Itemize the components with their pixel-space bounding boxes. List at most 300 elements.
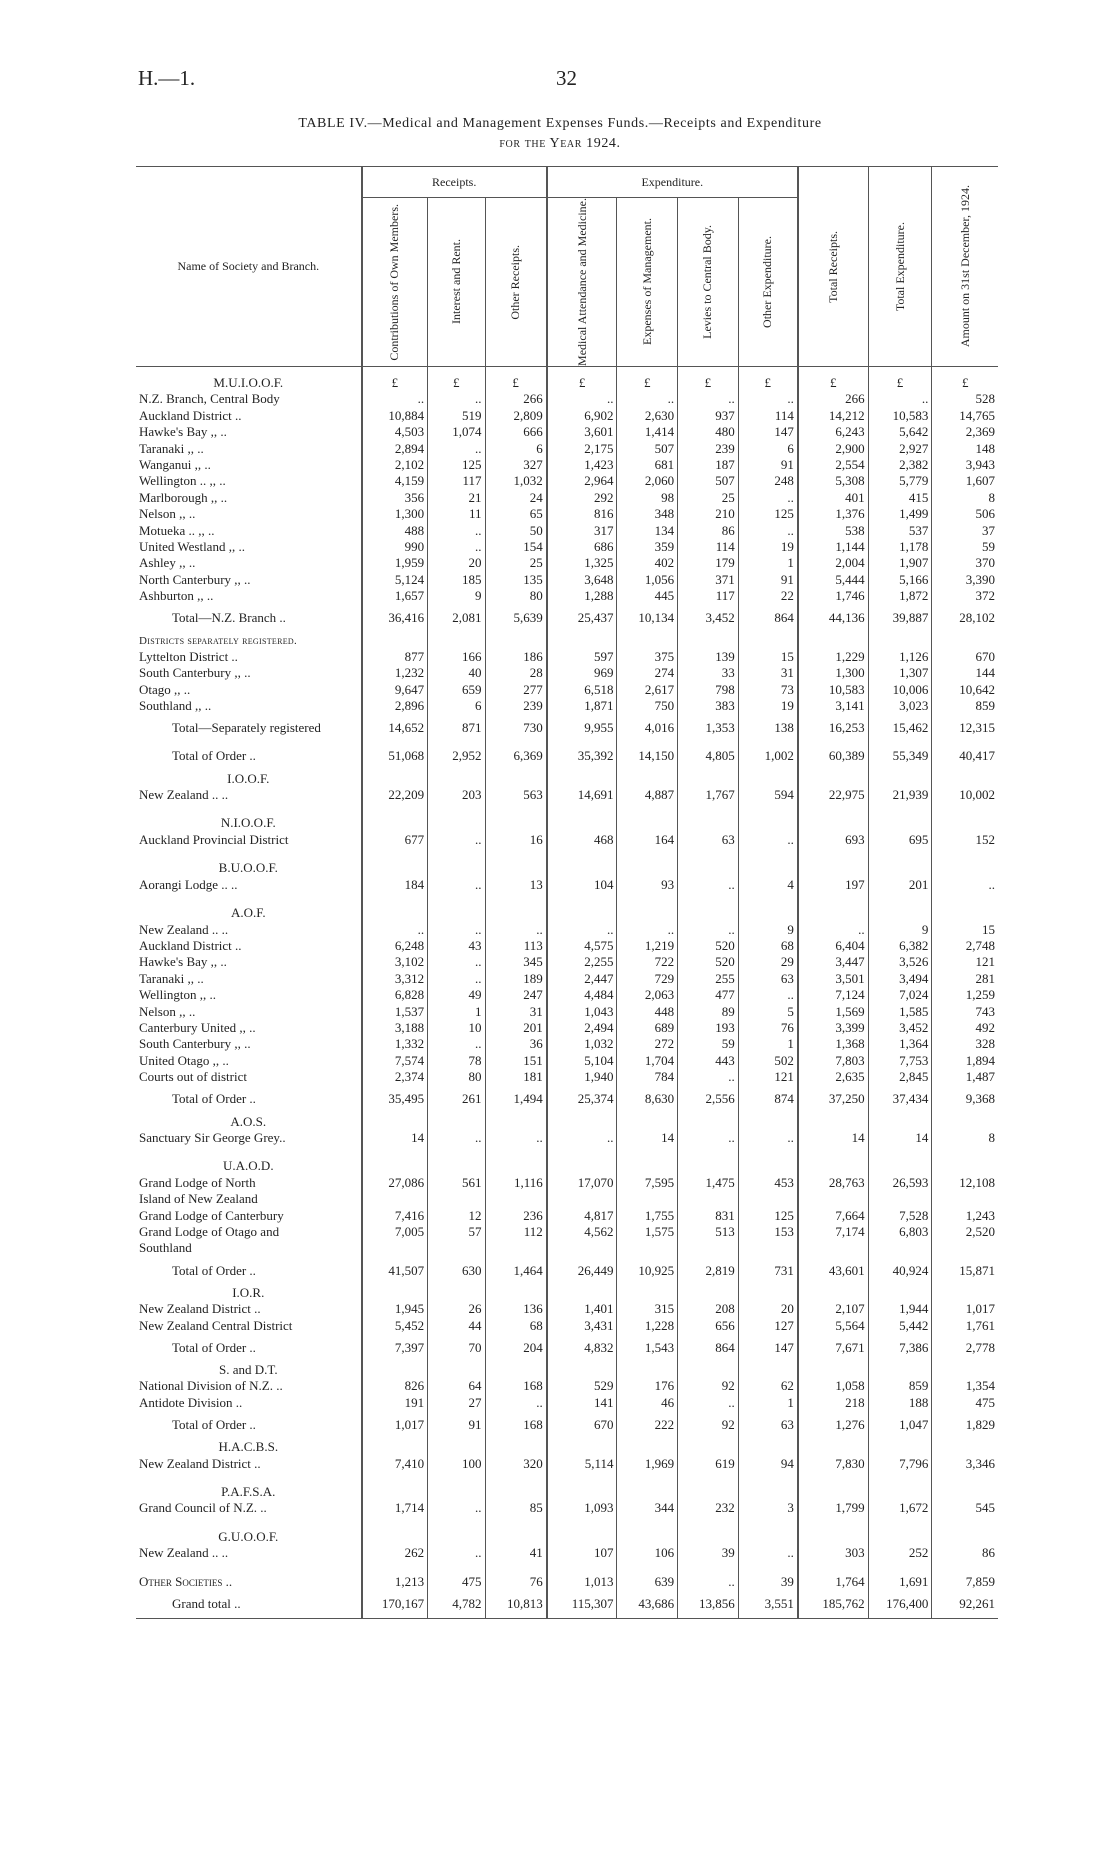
cell-value: 10 bbox=[428, 1020, 485, 1036]
row-label: N.Z. Branch, Central Body bbox=[139, 391, 280, 407]
table-row bbox=[136, 1545, 998, 1561]
cell-value: 4,817 bbox=[547, 1208, 617, 1224]
cell-value: 743 bbox=[932, 1004, 998, 1020]
section-heading-row bbox=[136, 1285, 998, 1301]
table-row bbox=[136, 987, 998, 1003]
cell-value: 7,124 bbox=[798, 987, 868, 1003]
cell-value: 1,032 bbox=[485, 473, 547, 489]
cell-value: 27 bbox=[428, 1395, 485, 1411]
cell-value: 468 bbox=[547, 832, 617, 848]
cell-value: 1,325 bbox=[547, 555, 617, 571]
cell-value: 2,175 bbox=[547, 441, 617, 457]
cell-value: 1,414 bbox=[617, 424, 678, 440]
section-heading-row bbox=[136, 1158, 998, 1174]
col-medical-header: Medical Attendance and Medicine. bbox=[547, 198, 617, 367]
cell-value: .. bbox=[428, 877, 485, 893]
cell-value: 10,134 bbox=[617, 605, 678, 633]
cell-value: 677 bbox=[362, 832, 428, 848]
cell-value: .. bbox=[428, 539, 485, 555]
cell-value: .. bbox=[932, 877, 998, 893]
cell-value: .. bbox=[428, 391, 485, 407]
cell-value: 1,423 bbox=[547, 457, 617, 473]
cell-value bbox=[798, 771, 868, 787]
cell-value: 3,431 bbox=[547, 1318, 617, 1334]
cell-value bbox=[547, 905, 617, 921]
cell-value bbox=[678, 1114, 739, 1130]
cell-value bbox=[868, 1158, 932, 1174]
cell-value: .. bbox=[678, 1069, 739, 1085]
cell-value bbox=[798, 1285, 868, 1301]
col-contributions-header: Contributions of Own Members. bbox=[362, 198, 428, 367]
cell-value: .. bbox=[362, 391, 428, 407]
cell-value: 401 bbox=[798, 490, 868, 506]
cell-value bbox=[428, 771, 485, 787]
cell-value bbox=[678, 1285, 739, 1301]
cell-value: 28,102 bbox=[932, 605, 998, 633]
cell-value bbox=[428, 1529, 485, 1545]
cell-value: 135 bbox=[485, 572, 547, 588]
cell-value bbox=[485, 815, 547, 831]
cell-value: 7,859 bbox=[932, 1574, 998, 1590]
cell-value: 317 bbox=[547, 523, 617, 539]
title-line-2: for the Year 1924. bbox=[499, 136, 621, 151]
cell-value: 1,232 bbox=[362, 665, 428, 681]
cell-value: £ bbox=[547, 366, 617, 391]
cell-value bbox=[678, 633, 739, 649]
cell-value: 2,819 bbox=[678, 1257, 739, 1285]
cell-value: 6 bbox=[738, 441, 798, 457]
cell-value: 12 bbox=[428, 1208, 485, 1224]
cell-value: .. bbox=[428, 441, 485, 457]
cell-value bbox=[932, 1439, 998, 1455]
cell-value: 2,081 bbox=[428, 605, 485, 633]
cell-value bbox=[798, 1529, 868, 1545]
cell-value: 76 bbox=[485, 1574, 547, 1590]
cell-value bbox=[738, 771, 798, 787]
cell-value bbox=[485, 771, 547, 787]
cell-value: 166 bbox=[428, 649, 485, 665]
cell-value: 1,657 bbox=[362, 588, 428, 604]
spacer-row bbox=[136, 1146, 998, 1158]
cell-value bbox=[738, 1191, 798, 1207]
cell-value: 2,617 bbox=[617, 682, 678, 698]
cell-value: 5,639 bbox=[485, 605, 547, 633]
cell-value bbox=[428, 1285, 485, 1301]
cell-value: 4,016 bbox=[617, 715, 678, 743]
table-body bbox=[136, 366, 998, 1618]
cell-value bbox=[678, 1439, 739, 1455]
cell-value: 506 bbox=[932, 506, 998, 522]
cell-value: 36,416 bbox=[362, 605, 428, 633]
cell-value: 2,964 bbox=[547, 473, 617, 489]
table-row bbox=[136, 1191, 998, 1207]
cell-value bbox=[738, 1240, 798, 1256]
cell-value: £ bbox=[678, 366, 739, 391]
cell-value: 2,900 bbox=[798, 441, 868, 457]
cell-value: 5,442 bbox=[868, 1318, 932, 1334]
cell-value: 670 bbox=[547, 1411, 617, 1439]
cell-value: 480 bbox=[678, 424, 739, 440]
cell-value: 43,686 bbox=[617, 1590, 678, 1619]
row-label: H.A.C.B.S. bbox=[218, 1439, 279, 1455]
row-label: I.O.O.F. bbox=[227, 770, 270, 786]
cell-value: 176 bbox=[617, 1378, 678, 1394]
cell-value: 689 bbox=[617, 1020, 678, 1036]
cell-value: 22,209 bbox=[362, 787, 428, 803]
cell-value bbox=[362, 1191, 428, 1207]
cell-value: 139 bbox=[678, 649, 739, 665]
cell-value: 871 bbox=[428, 715, 485, 743]
cell-value: 3,312 bbox=[362, 971, 428, 987]
cell-value: 247 bbox=[485, 987, 547, 1003]
cell-value: 91 bbox=[738, 572, 798, 588]
cell-value bbox=[617, 1529, 678, 1545]
cell-value: .. bbox=[428, 971, 485, 987]
cell-value: 520 bbox=[678, 954, 739, 970]
cell-value: 7,397 bbox=[362, 1334, 428, 1362]
cell-value: 1,032 bbox=[547, 1036, 617, 1052]
cell-value: .. bbox=[798, 922, 868, 938]
cell-value: 63 bbox=[738, 971, 798, 987]
cell-value: 93 bbox=[617, 877, 678, 893]
row-label: Taranaki ,, .. bbox=[139, 440, 204, 456]
cell-value: 7,574 bbox=[362, 1053, 428, 1069]
cell-value bbox=[617, 860, 678, 876]
cell-value bbox=[932, 1362, 998, 1378]
cell-value bbox=[932, 815, 998, 831]
row-label: S. and D.T. bbox=[218, 1362, 278, 1378]
cell-value: 415 bbox=[868, 490, 932, 506]
cell-value: 261 bbox=[428, 1086, 485, 1114]
cell-value: .. bbox=[547, 1130, 617, 1146]
cell-value bbox=[428, 1114, 485, 1130]
cell-value: 1,755 bbox=[617, 1208, 678, 1224]
cell-value: 3,494 bbox=[868, 971, 932, 987]
cell-value: 134 bbox=[617, 523, 678, 539]
cell-value: 5 bbox=[738, 1004, 798, 1020]
cell-value: 44,136 bbox=[798, 605, 868, 633]
cell-value: 537 bbox=[868, 523, 932, 539]
cell-value: 1,746 bbox=[798, 588, 868, 604]
cell-value: 1,475 bbox=[678, 1175, 739, 1191]
cell-value: 181 bbox=[485, 1069, 547, 1085]
cell-value: 26,449 bbox=[547, 1257, 617, 1285]
cell-value: 14,765 bbox=[932, 408, 998, 424]
cell-value: 191 bbox=[362, 1395, 428, 1411]
cell-value bbox=[547, 1362, 617, 1378]
cell-value: 6 bbox=[428, 698, 485, 714]
row-label: North Canterbury ,, .. bbox=[139, 571, 251, 587]
cell-value: 12,315 bbox=[932, 715, 998, 743]
row-label: Ashburton ,, .. bbox=[139, 588, 214, 604]
cell-value: 666 bbox=[485, 424, 547, 440]
cell-value: 154 bbox=[485, 539, 547, 555]
cell-value: 125 bbox=[738, 1208, 798, 1224]
cell-value: 5,642 bbox=[868, 424, 932, 440]
spacer-row bbox=[136, 893, 998, 905]
row-label: United Otago ,, .. bbox=[139, 1052, 229, 1068]
section-heading-row bbox=[136, 815, 998, 831]
cell-value: 13,856 bbox=[678, 1590, 739, 1619]
cell-value: 39,887 bbox=[868, 605, 932, 633]
cell-value bbox=[428, 1158, 485, 1174]
cell-value: 864 bbox=[738, 605, 798, 633]
cell-value: 1,332 bbox=[362, 1036, 428, 1052]
cell-value: 21 bbox=[428, 490, 485, 506]
cell-value: 179 bbox=[678, 555, 739, 571]
cell-value: 9 bbox=[428, 588, 485, 604]
cell-value bbox=[547, 1285, 617, 1301]
cell-value: 86 bbox=[932, 1545, 998, 1561]
table-row bbox=[136, 1004, 998, 1020]
row-label: Canterbury United ,, .. bbox=[139, 1019, 256, 1035]
row-label: Other Societies .. bbox=[139, 1573, 233, 1589]
table-row bbox=[136, 954, 998, 970]
spacer-row bbox=[136, 1562, 998, 1574]
cell-value: 5,124 bbox=[362, 572, 428, 588]
cell-value: 1,354 bbox=[932, 1378, 998, 1394]
cell-value: 328 bbox=[932, 1036, 998, 1052]
cell-value: .. bbox=[738, 987, 798, 1003]
row-label: Southland bbox=[139, 1240, 192, 1256]
cell-value: 445 bbox=[617, 588, 678, 604]
cell-value: 76 bbox=[738, 1020, 798, 1036]
cell-value: 453 bbox=[738, 1175, 798, 1191]
cell-value: 1,585 bbox=[868, 1004, 932, 1020]
cell-value: 29 bbox=[738, 954, 798, 970]
cell-value: .. bbox=[617, 922, 678, 938]
table-row bbox=[136, 1020, 998, 1036]
cell-value bbox=[362, 1484, 428, 1500]
cell-value: 6 bbox=[485, 441, 547, 457]
cell-value: £ bbox=[798, 366, 868, 391]
cell-value: 31 bbox=[738, 665, 798, 681]
cell-value: 187 bbox=[678, 457, 739, 473]
cell-value: 14 bbox=[362, 1130, 428, 1146]
cell-value: 292 bbox=[547, 490, 617, 506]
cell-value: 1,056 bbox=[617, 572, 678, 588]
cell-value: 7,024 bbox=[868, 987, 932, 1003]
row-label: Districts separately registered. bbox=[139, 634, 298, 647]
cell-value: 1,307 bbox=[868, 665, 932, 681]
table-row bbox=[136, 555, 998, 571]
cell-value: 1,494 bbox=[485, 1086, 547, 1114]
cell-value: 239 bbox=[678, 441, 739, 457]
cell-value: 92 bbox=[678, 1378, 739, 1394]
cell-value: £ bbox=[617, 366, 678, 391]
cell-value: 1,074 bbox=[428, 424, 485, 440]
row-label: Wellington ,, .. bbox=[139, 987, 216, 1003]
cell-value: 519 bbox=[428, 408, 485, 424]
cell-value: 91 bbox=[738, 457, 798, 473]
row-label: Otago ,, .. bbox=[139, 681, 191, 697]
cell-value: 1,767 bbox=[678, 787, 739, 803]
cell-value: 5,564 bbox=[798, 1318, 868, 1334]
cell-value: 73 bbox=[738, 682, 798, 698]
cell-value: 104 bbox=[547, 877, 617, 893]
cell-value bbox=[868, 1285, 932, 1301]
cell-value bbox=[798, 860, 868, 876]
cell-value: 594 bbox=[738, 787, 798, 803]
cell-value: 59 bbox=[932, 539, 998, 555]
cell-value: 10,813 bbox=[485, 1590, 547, 1619]
cell-value: 1,093 bbox=[547, 1500, 617, 1516]
col-name-header: Name of Society and Branch. bbox=[136, 167, 362, 367]
cell-value: 1 bbox=[738, 555, 798, 571]
cell-value bbox=[362, 860, 428, 876]
cell-value: 1,243 bbox=[932, 1208, 998, 1224]
cell-value: 356 bbox=[362, 490, 428, 506]
cell-value: .. bbox=[428, 832, 485, 848]
cell-value bbox=[738, 1114, 798, 1130]
cell-value: 151 bbox=[485, 1053, 547, 1069]
cell-value bbox=[868, 1114, 932, 1130]
table-row bbox=[136, 588, 998, 604]
total-row bbox=[136, 1257, 998, 1285]
cell-value: 831 bbox=[678, 1208, 739, 1224]
cell-value: 729 bbox=[617, 971, 678, 987]
cell-value: 348 bbox=[617, 506, 678, 522]
cell-value bbox=[617, 1191, 678, 1207]
cell-value bbox=[362, 1439, 428, 1455]
cell-value: 14,212 bbox=[798, 408, 868, 424]
cell-value: 6,243 bbox=[798, 424, 868, 440]
table-row bbox=[136, 682, 998, 698]
cell-value: 686 bbox=[547, 539, 617, 555]
cell-value: 1,894 bbox=[932, 1053, 998, 1069]
cell-value: 94 bbox=[738, 1456, 798, 1472]
cell-value: 2,748 bbox=[932, 938, 998, 954]
cell-value bbox=[362, 1158, 428, 1174]
cell-value: 370 bbox=[932, 555, 998, 571]
cell-value bbox=[868, 1529, 932, 1545]
cell-value: 877 bbox=[362, 649, 428, 665]
cell-value: 1,871 bbox=[547, 698, 617, 714]
row-label: Hawke's Bay ,, .. bbox=[139, 424, 227, 440]
cell-value: 1,487 bbox=[932, 1069, 998, 1085]
table-row bbox=[136, 1574, 998, 1590]
cell-value: 281 bbox=[932, 971, 998, 987]
table-row bbox=[136, 832, 998, 848]
cell-value: £ bbox=[868, 366, 932, 391]
cell-value: 3,943 bbox=[932, 457, 998, 473]
cell-value: 681 bbox=[617, 457, 678, 473]
row-label: Hawke's Bay ,, .. bbox=[139, 954, 227, 970]
total-row bbox=[136, 605, 998, 633]
cell-value: 6,518 bbox=[547, 682, 617, 698]
cell-value: 1,368 bbox=[798, 1036, 868, 1052]
cell-value: 20 bbox=[738, 1301, 798, 1317]
cell-value: 148 bbox=[932, 441, 998, 457]
cell-value: 16 bbox=[485, 832, 547, 848]
cell-value: 1,288 bbox=[547, 588, 617, 604]
cell-value: 201 bbox=[485, 1020, 547, 1036]
cell-value: 10,925 bbox=[617, 1257, 678, 1285]
document-code: H.—1. bbox=[138, 66, 196, 90]
cell-value: .. bbox=[738, 1130, 798, 1146]
cell-value: 1,704 bbox=[617, 1053, 678, 1069]
cell-value bbox=[738, 905, 798, 921]
cell-value: .. bbox=[547, 391, 617, 407]
cell-value bbox=[868, 1439, 932, 1455]
cell-value: 20 bbox=[428, 555, 485, 571]
table-row bbox=[136, 572, 998, 588]
cell-value: 208 bbox=[678, 1301, 739, 1317]
cell-value bbox=[932, 860, 998, 876]
cell-value: 1,259 bbox=[932, 987, 998, 1003]
cell-value bbox=[547, 1529, 617, 1545]
cell-value bbox=[798, 815, 868, 831]
table-row bbox=[136, 1069, 998, 1085]
cell-value: 31 bbox=[485, 1004, 547, 1020]
row-label: Auckland Provincial District bbox=[139, 831, 289, 847]
cell-value bbox=[738, 815, 798, 831]
cell-value: 57 bbox=[428, 1224, 485, 1240]
cell-value: 1,213 bbox=[362, 1574, 428, 1590]
cell-value: 1,969 bbox=[617, 1456, 678, 1472]
cell-value bbox=[798, 1484, 868, 1500]
cell-value: 37,250 bbox=[798, 1086, 868, 1114]
cell-value bbox=[428, 905, 485, 921]
cell-value: 1,058 bbox=[798, 1378, 868, 1394]
cell-value: 730 bbox=[485, 715, 547, 743]
cell-value: 21,939 bbox=[868, 787, 932, 803]
cell-value: 969 bbox=[547, 665, 617, 681]
cell-value bbox=[932, 1529, 998, 1545]
row-label: Wellington .. ,, .. bbox=[139, 473, 226, 489]
row-label: Nelson ,, .. bbox=[139, 506, 196, 522]
cell-value: 168 bbox=[485, 1378, 547, 1394]
cell-value: 16,253 bbox=[798, 715, 868, 743]
cell-value: 4 bbox=[738, 877, 798, 893]
row-label: Grand Lodge of North bbox=[139, 1174, 256, 1190]
cell-value: 7,664 bbox=[798, 1208, 868, 1224]
cell-value: 125 bbox=[428, 457, 485, 473]
cell-value: 2,556 bbox=[678, 1086, 739, 1114]
cell-value: 375 bbox=[617, 649, 678, 665]
row-label: Aorangi Lodge .. .. bbox=[139, 876, 238, 892]
cell-value: 990 bbox=[362, 539, 428, 555]
cell-value: 7,410 bbox=[362, 1456, 428, 1472]
cell-value: .. bbox=[738, 1545, 798, 1561]
cell-value: 43,601 bbox=[798, 1257, 868, 1285]
cell-value bbox=[738, 1529, 798, 1545]
cell-value: 43 bbox=[428, 938, 485, 954]
cell-value: 4,575 bbox=[547, 938, 617, 954]
row-label: P.A.F.S.A. bbox=[221, 1484, 276, 1500]
cell-value: 91 bbox=[428, 1411, 485, 1439]
cell-value: 7,416 bbox=[362, 1208, 428, 1224]
cell-value: 10,642 bbox=[932, 682, 998, 698]
section-heading-row bbox=[136, 860, 998, 876]
cell-value: 4,503 bbox=[362, 424, 428, 440]
cell-value: 731 bbox=[738, 1257, 798, 1285]
cell-value: 8,630 bbox=[617, 1086, 678, 1114]
cell-value bbox=[678, 1484, 739, 1500]
total-row bbox=[136, 1086, 998, 1114]
cell-value bbox=[678, 771, 739, 787]
row-label: Total of Order .. bbox=[172, 748, 256, 764]
cell-value: 4,159 bbox=[362, 473, 428, 489]
cell-value: 10,583 bbox=[798, 682, 868, 698]
cell-value: 315 bbox=[617, 1301, 678, 1317]
receipts-group-header: Receipts. bbox=[362, 167, 547, 198]
total-row bbox=[136, 743, 998, 771]
cell-value: .. bbox=[738, 832, 798, 848]
cell-value: 239 bbox=[485, 698, 547, 714]
cell-value: 475 bbox=[932, 1395, 998, 1411]
cell-value: .. bbox=[678, 1574, 739, 1590]
